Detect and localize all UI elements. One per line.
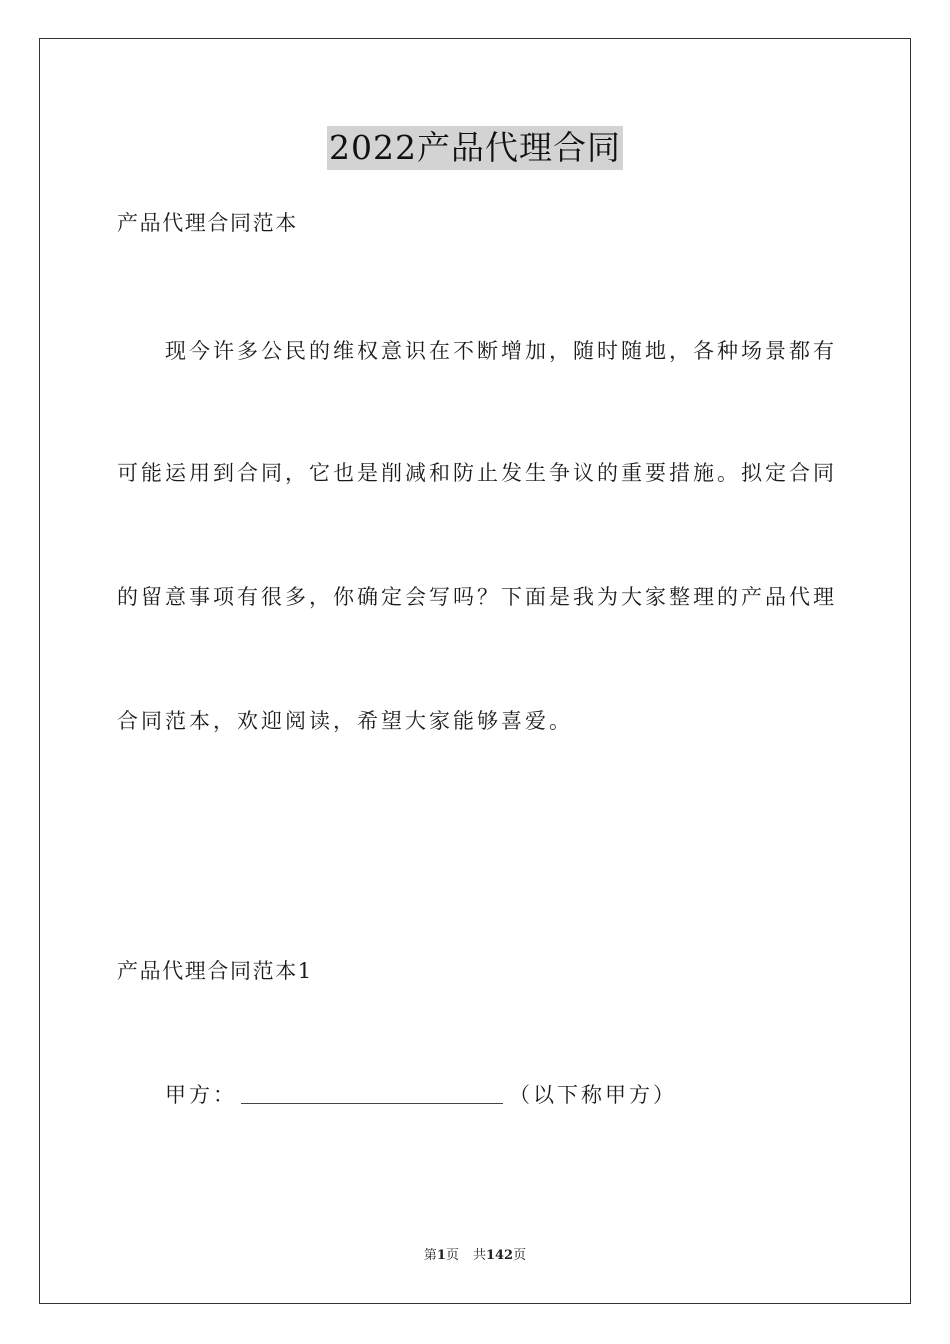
intro-paragraph-line: 合同范本，欢迎阅读，希望大家能够喜爱。 bbox=[117, 709, 573, 733]
document-title bbox=[0, 126, 950, 170]
party-a-line bbox=[165, 1080, 677, 1110]
party-a-blank-field[interactable] bbox=[241, 1081, 503, 1104]
document-title-text: 2022产品代理合同 bbox=[327, 126, 623, 170]
footer-page-number: 1 bbox=[436, 1248, 446, 1263]
section-heading: 产品代理合同范本1 bbox=[117, 959, 313, 983]
footer-total-unit: 页 bbox=[513, 1248, 527, 1263]
footer-total-prefix: 共 bbox=[472, 1248, 486, 1263]
footer-page-unit: 页 bbox=[445, 1248, 459, 1263]
intro-paragraph-line: 可能运用到合同，它也是削减和防止发生争议的重要措施。拟定合同 bbox=[117, 461, 837, 485]
party-a-suffix: （以下称甲方） bbox=[509, 1083, 677, 1107]
party-a-label: 甲方： bbox=[165, 1083, 237, 1107]
document-subtitle: 产品代理合同范本 bbox=[117, 211, 298, 235]
page-footer bbox=[0, 1247, 950, 1265]
intro-paragraph-line: 现今许多公民的维权意识在不断增加，随时随地，各种场景都有 bbox=[165, 339, 837, 363]
footer-total-pages: 142 bbox=[485, 1248, 514, 1263]
footer-page-prefix: 第 bbox=[423, 1248, 437, 1263]
intro-paragraph-line: 的留意事项有很多，你确定会写吗？下面是我为大家整理的产品代理 bbox=[117, 585, 837, 609]
